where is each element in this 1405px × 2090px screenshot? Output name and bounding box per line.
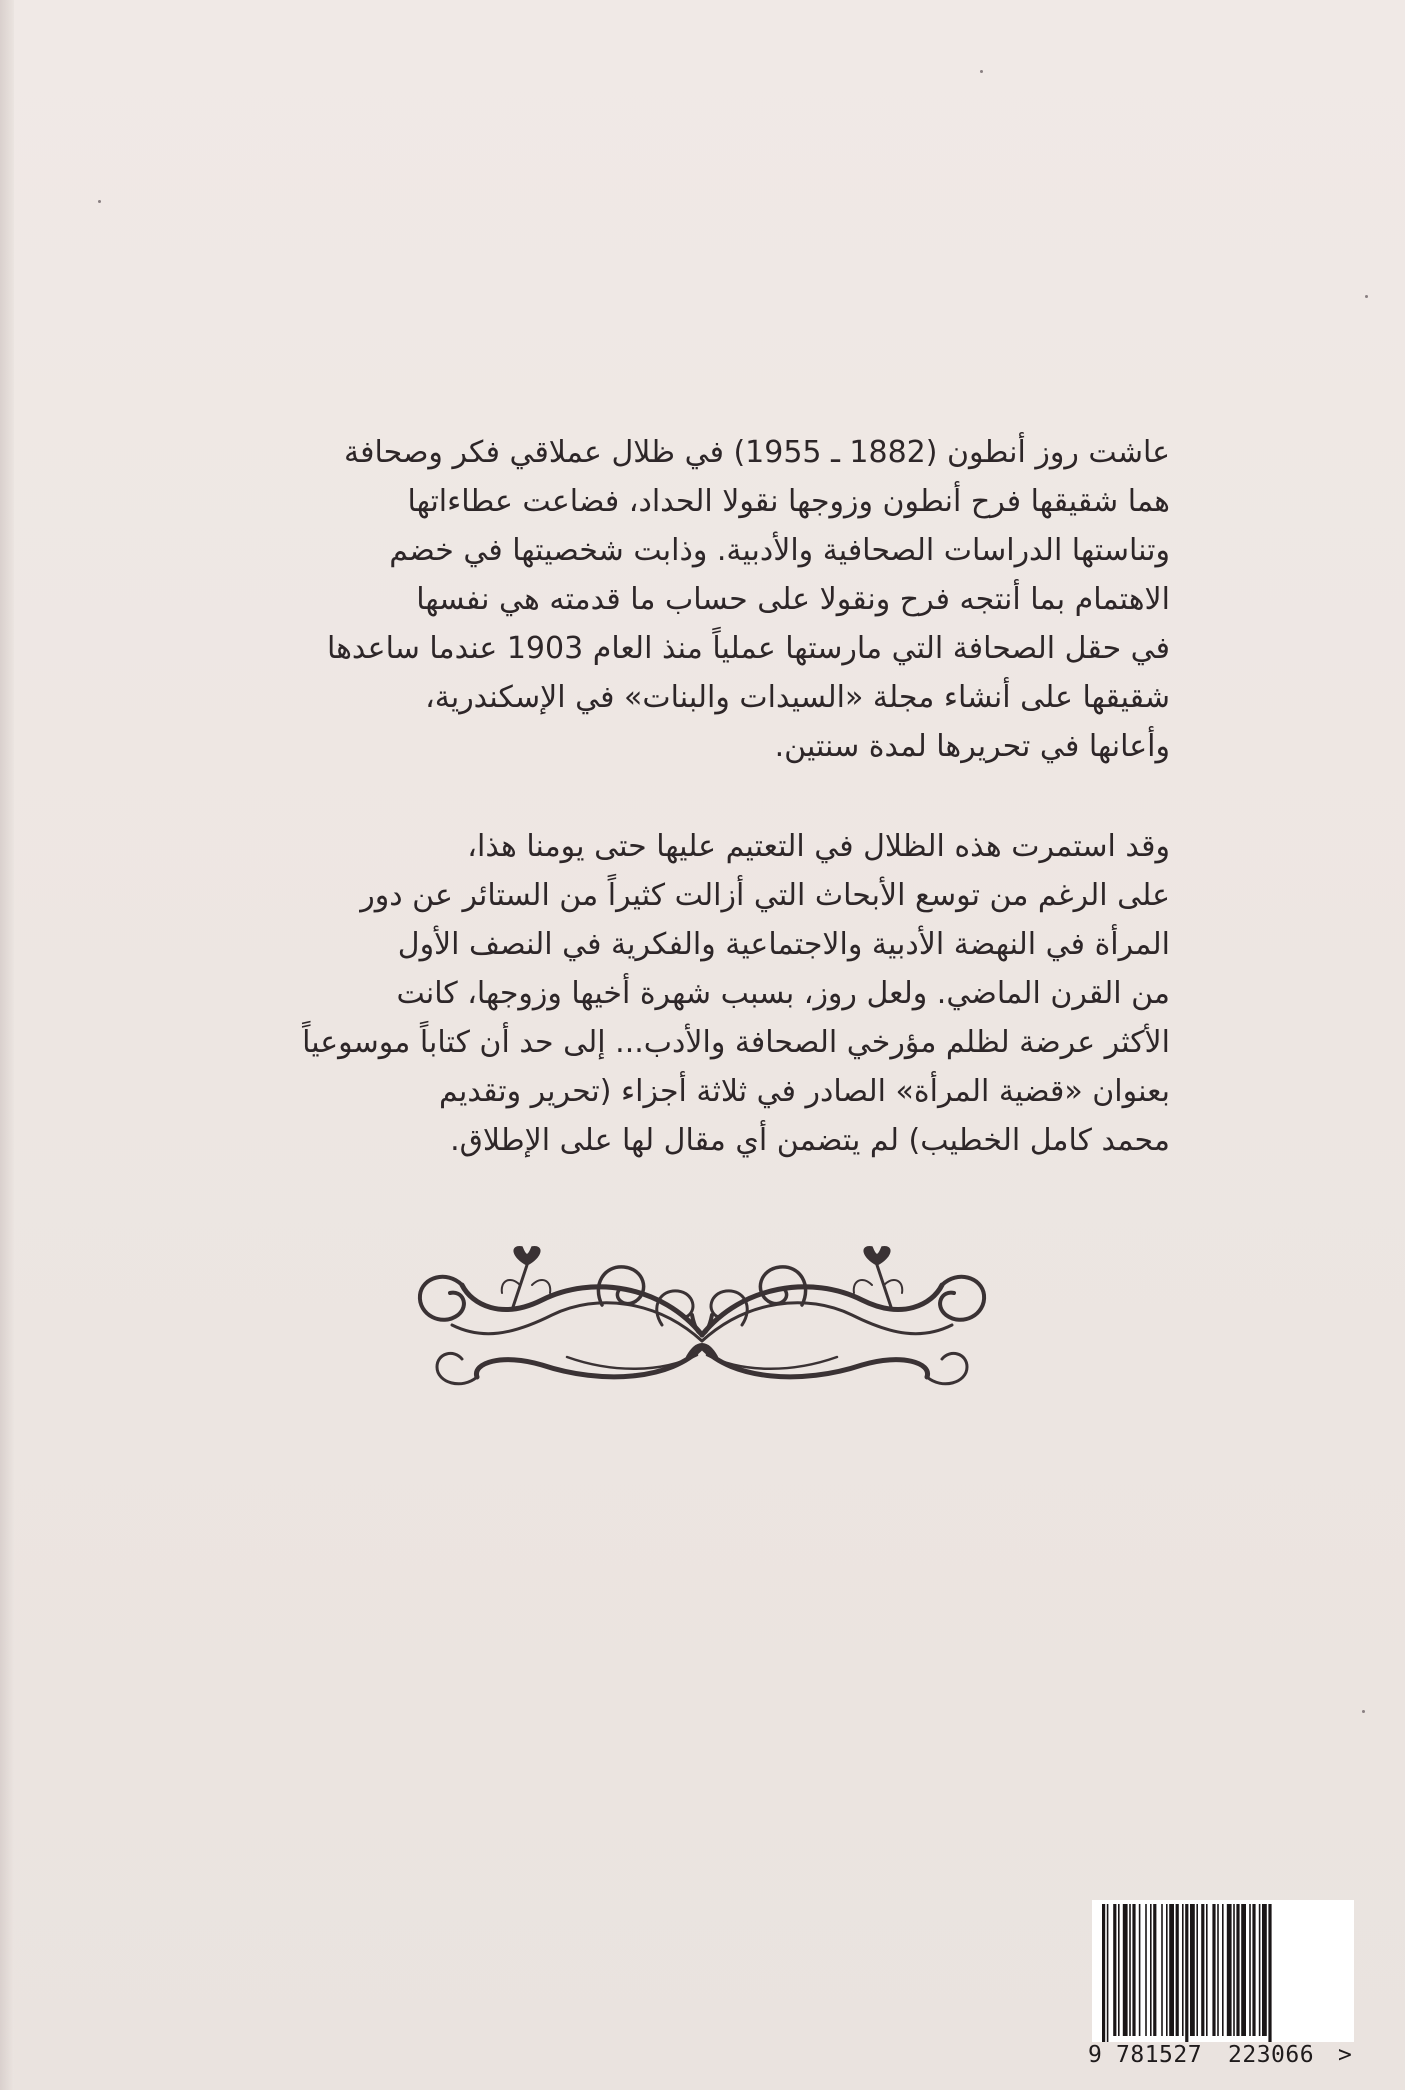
synopsis-line: وتناستها الدراسات الصحافية والأدبية. وذابت شخصيتها في خضم — [389, 533, 1170, 568]
synopsis-paragraph-2 — [270, 822, 1170, 1165]
synopsis-paragraph-1 — [270, 428, 1170, 771]
synopsis-line: هما شقيقها فرح أنطون وزوجها نقولا الحداد، فضاعت عطاءاتها — [407, 484, 1170, 519]
barcode-bar — [1107, 1904, 1109, 2042]
ornament-right-half — [702, 1247, 984, 1384]
barcode-bar — [1139, 1904, 1141, 2036]
synopsis-line: وأعانها في تحريرها لمدة سنتين. — [774, 729, 1170, 764]
synopsis-line: الاهتمام بما أنتجه فرح ونقولا على حساب ما قدمته هي نفسها — [416, 582, 1170, 617]
barcode-lead-digit: 9 — [1088, 2042, 1103, 2068]
barcode-bar — [1145, 1904, 1147, 2036]
barcode-bar — [1259, 1904, 1261, 2036]
barcode-bar — [1196, 1904, 1198, 2036]
barcode-bar — [1153, 1904, 1156, 2036]
paper-speck — [98, 200, 101, 203]
barcode-bar — [1185, 1904, 1188, 2042]
barcode-bar — [1201, 1904, 1204, 2036]
barcode-bar — [1268, 1904, 1271, 2042]
barcode-bar — [1222, 1904, 1224, 2036]
synopsis-line: المرأة في النهضة الأدبية والاجتماعية والفكرية في النصف الأول — [397, 927, 1170, 962]
barcode-bar — [1150, 1904, 1152, 2036]
paper-speck — [1362, 1710, 1365, 1713]
barcode-bar — [1161, 1904, 1163, 2036]
barcode-bar — [1249, 1904, 1251, 2036]
barcode-bar — [1129, 1904, 1131, 2036]
barcode-bar — [1233, 1904, 1235, 2036]
barcode-bar — [1262, 1904, 1267, 2036]
synopsis-line: محمد كامل الخطيب) لم يتضمن أي مقال لها على الإطلاق. — [450, 1123, 1170, 1158]
paper-speck — [1365, 295, 1368, 298]
barcode-group-1: 781527 — [1116, 2042, 1203, 2068]
barcode-bar — [1113, 1904, 1116, 2036]
synopsis-line: وقد استمرت هذه الظلال في التعتيم عليها حتى يومنا هذا، — [467, 829, 1170, 864]
barcode-bar — [1206, 1904, 1208, 2036]
barcode-bar — [1236, 1904, 1239, 2036]
synopsis-line: الأكثر عرضة لظلم مؤرخي الصحافة والأدب... إلى حد أن كتاباً موسوعياً — [302, 1025, 1170, 1060]
floral-scroll-ornament-icon — [392, 1245, 1012, 1393]
barcode-bar — [1132, 1904, 1135, 2036]
ornament-left-half — [420, 1247, 702, 1384]
barcode-bar — [1212, 1904, 1215, 2036]
isbn-barcode — [1088, 1900, 1358, 2072]
barcode-bar — [1252, 1904, 1255, 2036]
barcode-marker: > — [1338, 2042, 1353, 2068]
synopsis-line: عاشت روز أنطون (1882 ـ 1955) في ظلال عملاقي فكر وصحافة — [344, 435, 1170, 470]
synopsis-line: في حقل الصحافة التي مارستها عملياً منذ العام 1903 عندما ساعدها — [326, 631, 1170, 666]
barcode-group-2: 223066 — [1228, 2042, 1315, 2068]
barcode-bar — [1241, 1904, 1246, 2036]
barcode-bar — [1123, 1904, 1128, 2036]
barcode-bar — [1190, 1904, 1195, 2036]
barcode-bar — [1169, 1904, 1174, 2036]
barcode-digits — [1088, 2040, 1358, 2072]
barcode-bar — [1166, 1904, 1168, 2036]
barcode-bar — [1176, 1904, 1179, 2036]
barcode-bar — [1118, 1904, 1120, 2036]
barcode-bar — [1227, 1904, 1232, 2036]
synopsis-line: من القرن الماضي. ولعل روز، بسبب شهرة أخيها وزوجها، كانت — [396, 976, 1170, 1011]
barcode-bars-icon — [1092, 1900, 1354, 2042]
synopsis-line: بعنوان «قضية المرأة» الصادر في ثلاثة أجزاء (تحرير وتقديم — [439, 1074, 1170, 1109]
barcode-bar — [1102, 1904, 1105, 2042]
barcode-bar — [1217, 1904, 1219, 2036]
barcode-bar — [1182, 1904, 1184, 2036]
synopsis-line: شقيقها على أنشاء مجلة «السيدات والبنات» في الإسكندرية، — [425, 680, 1170, 715]
paper-speck — [980, 70, 983, 73]
synopsis-line: على الرغم من توسع الأبحاث التي أزالت كثيراً من الستائر عن دور — [360, 878, 1170, 913]
